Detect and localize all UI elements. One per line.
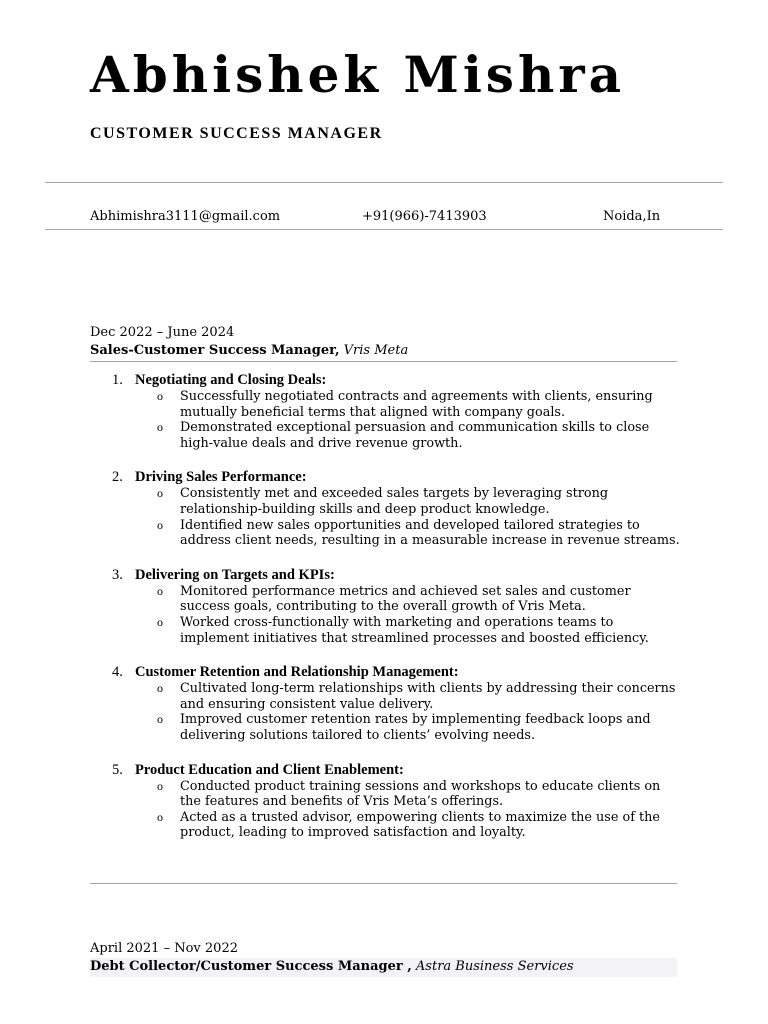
experience-entry — [90, 940, 677, 977]
bullet-list — [90, 486, 680, 548]
bullet-text: Successfully negotiated contracts and agreements with clients, ensuring mutually beneficial terms that aligned with company goals. — [180, 389, 653, 420]
bullet-item — [90, 584, 680, 615]
bullet-list — [90, 681, 680, 743]
bullet-item — [90, 486, 680, 517]
bullet-list — [90, 584, 680, 646]
achievement-item — [90, 567, 680, 646]
item-title: Customer Retention and Relationship Management: — [135, 664, 459, 681]
bullet-text: Improved customer retention rates by implementing feedback loops and delivering solutions tailored to clients’ evolving needs. — [180, 712, 651, 743]
experience-entry — [90, 324, 680, 841]
bullet-marker: o — [157, 486, 163, 501]
contact-email[interactable]: Abhimishra3111@gmail.com — [90, 209, 281, 224]
experience-dates: April 2021 – Nov 2022 — [90, 941, 238, 956]
experience-role: Sales-Customer Success Manager, — [90, 343, 340, 358]
contact-row — [90, 208, 768, 226]
item-number: 5. — [112, 761, 123, 778]
bullet-marker: o — [157, 681, 163, 696]
achievement-item — [90, 762, 680, 841]
experience-dates: Dec 2022 – June 2024 — [90, 325, 235, 340]
bullet-marker: o — [157, 583, 163, 598]
experience-heading — [90, 342, 677, 362]
item-number: 3. — [112, 566, 123, 583]
bullet-item — [90, 389, 680, 420]
bullet-marker: o — [157, 809, 163, 824]
bullet-item — [90, 681, 680, 712]
item-title: Product Education and Client Enablement: — [135, 761, 404, 778]
achievement-item — [90, 664, 680, 743]
bullet-marker: o — [157, 517, 163, 532]
bullet-item — [90, 712, 680, 743]
bullet-item — [90, 420, 680, 451]
bullet-text: Conducted product training sessions and workshops to educate clients on the features and benefits of Vris Meta’s offerings. — [180, 778, 661, 810]
bullet-item — [90, 518, 680, 549]
achievement-item — [90, 372, 680, 451]
bullet-text: Identified new sales opportunities and developed tailored strategies to address client needs, resulting in a measurable increase in revenue streams. — [180, 517, 680, 549]
achievement-list — [90, 372, 680, 859]
bullet-item — [90, 810, 680, 841]
bullet-text: Worked cross-functionally with marketing and operations teams to implement initiatives that streamlined processes and boosted efficiency. — [180, 614, 649, 646]
experience-company: Vris Meta — [343, 343, 409, 358]
contact-location: Noida,In — [603, 209, 661, 224]
item-number: 1. — [112, 372, 123, 388]
bullet-list — [90, 779, 680, 841]
bullet-marker: o — [157, 389, 163, 403]
bullet-text: Monitored performance metrics and achieved set sales and customer success goals, contributing to the overall growth of Vris Meta. — [180, 583, 631, 615]
job-title: CUSTOMER SUCCESS MANAGER — [90, 125, 383, 142]
bullet-marker: o — [157, 778, 163, 793]
bullet-marker: o — [157, 420, 163, 435]
experience-role: Debt Collector/Customer Success Manager , — [90, 959, 412, 974]
item-title: Negotiating and Closing Deals: — [135, 372, 327, 388]
bullet-item — [90, 615, 680, 646]
header-divider-top — [45, 182, 723, 183]
bullet-text: Acted as a trusted advisor, empowering clients to maximize the use of the product, leading to improved satisfaction and loyalty. — [180, 809, 660, 841]
header-divider-bottom — [45, 229, 723, 230]
bullet-list — [90, 389, 680, 451]
achievement-item — [90, 469, 680, 548]
experience-company: Astra Business Services — [415, 959, 574, 974]
contact-phone: +91(966)-7413903 — [362, 209, 487, 224]
bullet-text: Consistently met and exceeded sales targets by leveraging strong relationship-building skills and deep product knowledge. — [180, 486, 609, 517]
bullet-marker: o — [157, 712, 163, 727]
item-title: Driving Sales Performance: — [135, 469, 307, 486]
experience-heading — [90, 958, 677, 977]
bullet-item — [90, 779, 680, 810]
item-number: 4. — [112, 664, 123, 681]
item-number: 2. — [112, 469, 123, 486]
item-title: Delivering on Targets and KPIs: — [135, 566, 335, 583]
bullet-marker: o — [157, 614, 163, 629]
candidate-name: Abhishek Mishra — [90, 45, 626, 104]
section-divider — [90, 883, 677, 884]
bullet-text: Cultivated long-term relationships with clients by addressing their concerns and ensuring consistent value delivery. — [180, 681, 676, 712]
bullet-text: Demonstrated exceptional persuasion and communication skills to close high-value deals and drive revenue growth. — [180, 420, 650, 451]
